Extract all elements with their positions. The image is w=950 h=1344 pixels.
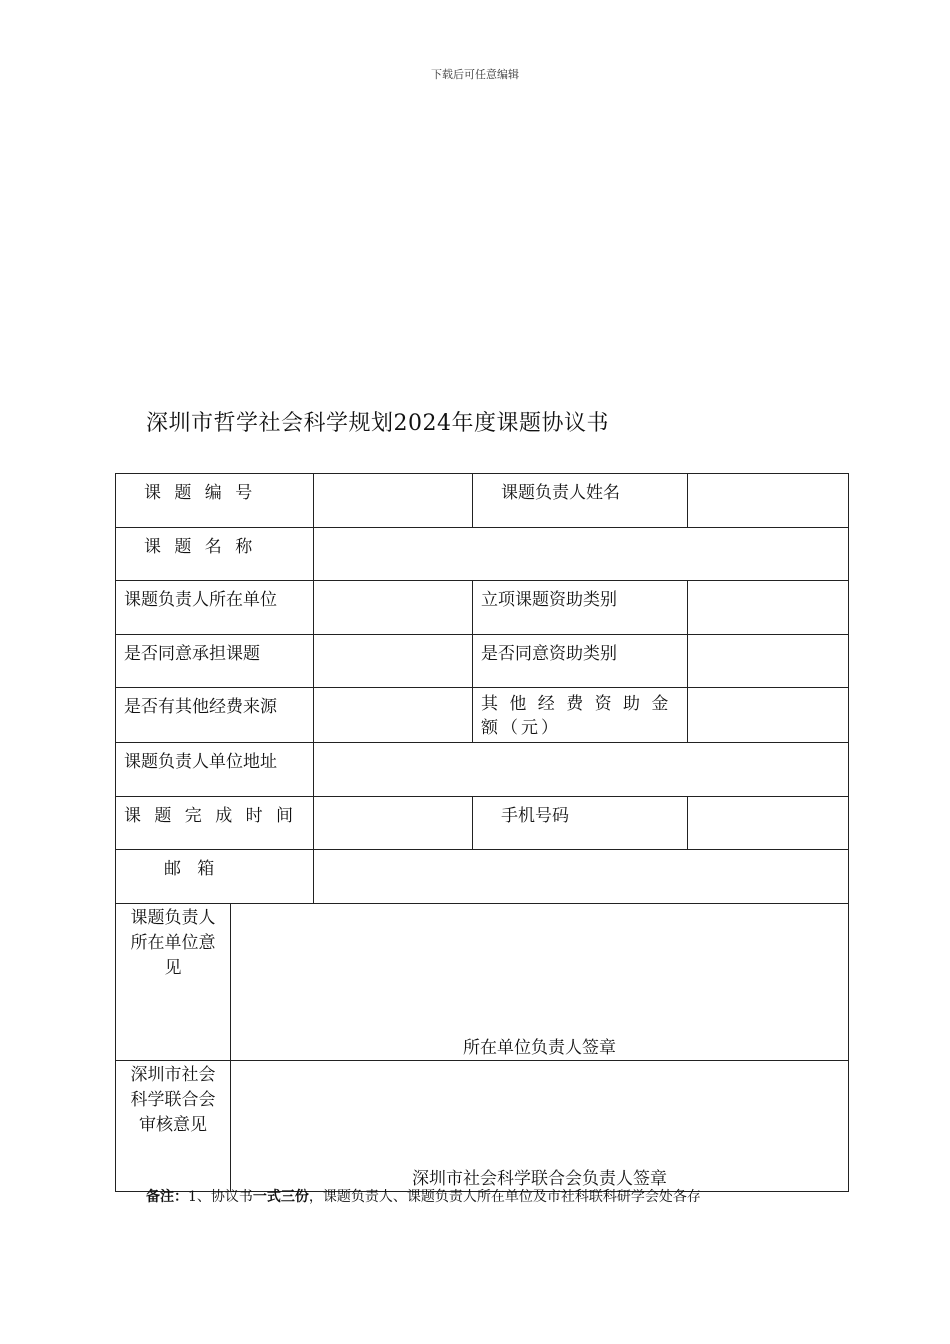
federation-sign-label: 深圳市社会科学联合会负责人签章 xyxy=(412,1168,667,1189)
label-other-funding: 是否有其他经费来源 xyxy=(116,688,314,743)
value-project-no[interactable] xyxy=(314,474,473,528)
unit-sign-label: 所在单位负责人签章 xyxy=(463,1037,616,1058)
value-other-funding[interactable] xyxy=(314,688,473,743)
table-row xyxy=(116,850,849,904)
table-row xyxy=(116,527,849,581)
label-unit-address: 课题负责人单位地址 xyxy=(116,743,314,797)
page-title: 深圳市哲学社会科学规划2024年度课题协议书 xyxy=(146,411,609,436)
label-agree-undertake: 是否同意承担课题 xyxy=(116,634,314,688)
table-row xyxy=(116,796,849,850)
value-unit-address[interactable] xyxy=(314,743,849,797)
value-email[interactable] xyxy=(314,850,849,904)
label-email: 邮 箱 xyxy=(116,850,314,904)
table-row xyxy=(116,474,849,528)
label-leader-name: 课题负责人姓名 xyxy=(473,474,688,528)
value-leader-unit[interactable] xyxy=(314,581,473,635)
label-other-amount: 其 他 经 费 资 助 金 额（元） xyxy=(473,688,688,743)
value-project-name[interactable] xyxy=(314,527,849,581)
table-row xyxy=(116,743,849,797)
value-agree-undertake[interactable] xyxy=(314,634,473,688)
agreement-form-table xyxy=(115,473,849,1192)
label-federation-opinion: 深圳市社会科学联合会审核意见 xyxy=(116,1060,231,1191)
label-agree-category: 是否同意资助类别 xyxy=(473,634,688,688)
label-mobile: 手机号码 xyxy=(473,796,688,850)
table-row xyxy=(116,903,849,1060)
table-row xyxy=(116,1060,849,1191)
remark-prefix: 备注： xyxy=(146,1189,188,1205)
remark-text-1: 1、协议书 xyxy=(188,1189,253,1205)
value-completion-time[interactable] xyxy=(314,796,473,850)
remark-bold: 一式三份 xyxy=(252,1189,309,1205)
value-funding-category[interactable] xyxy=(688,581,849,635)
label-project-no: 课 题 编 号 xyxy=(116,474,314,528)
label-unit-opinion: 课题负责人所在单位意见 xyxy=(116,903,231,1060)
label-funding-category: 立项课题资助类别 xyxy=(473,581,688,635)
value-other-amount[interactable] xyxy=(688,688,849,743)
value-mobile[interactable] xyxy=(688,796,849,850)
label-project-name: 课 题 名 称 xyxy=(116,527,314,581)
remark-text-2: ，课题负责人、课题负责人所在单位及市社科联科研学会处各存 xyxy=(308,1189,701,1205)
value-agree-category[interactable] xyxy=(688,634,849,688)
label-leader-unit: 课题负责人所在单位 xyxy=(116,581,314,635)
remark-note xyxy=(146,1186,701,1206)
header-note: 下载后可任意编辑 xyxy=(431,68,519,81)
table-row xyxy=(116,634,849,688)
unit-opinion-area[interactable] xyxy=(231,903,849,1060)
label-completion-time: 课 题 完 成 时 间 xyxy=(116,796,314,850)
federation-opinion-area[interactable] xyxy=(231,1060,849,1191)
table-row xyxy=(116,688,849,743)
value-leader-name[interactable] xyxy=(688,474,849,528)
table-row xyxy=(116,581,849,635)
